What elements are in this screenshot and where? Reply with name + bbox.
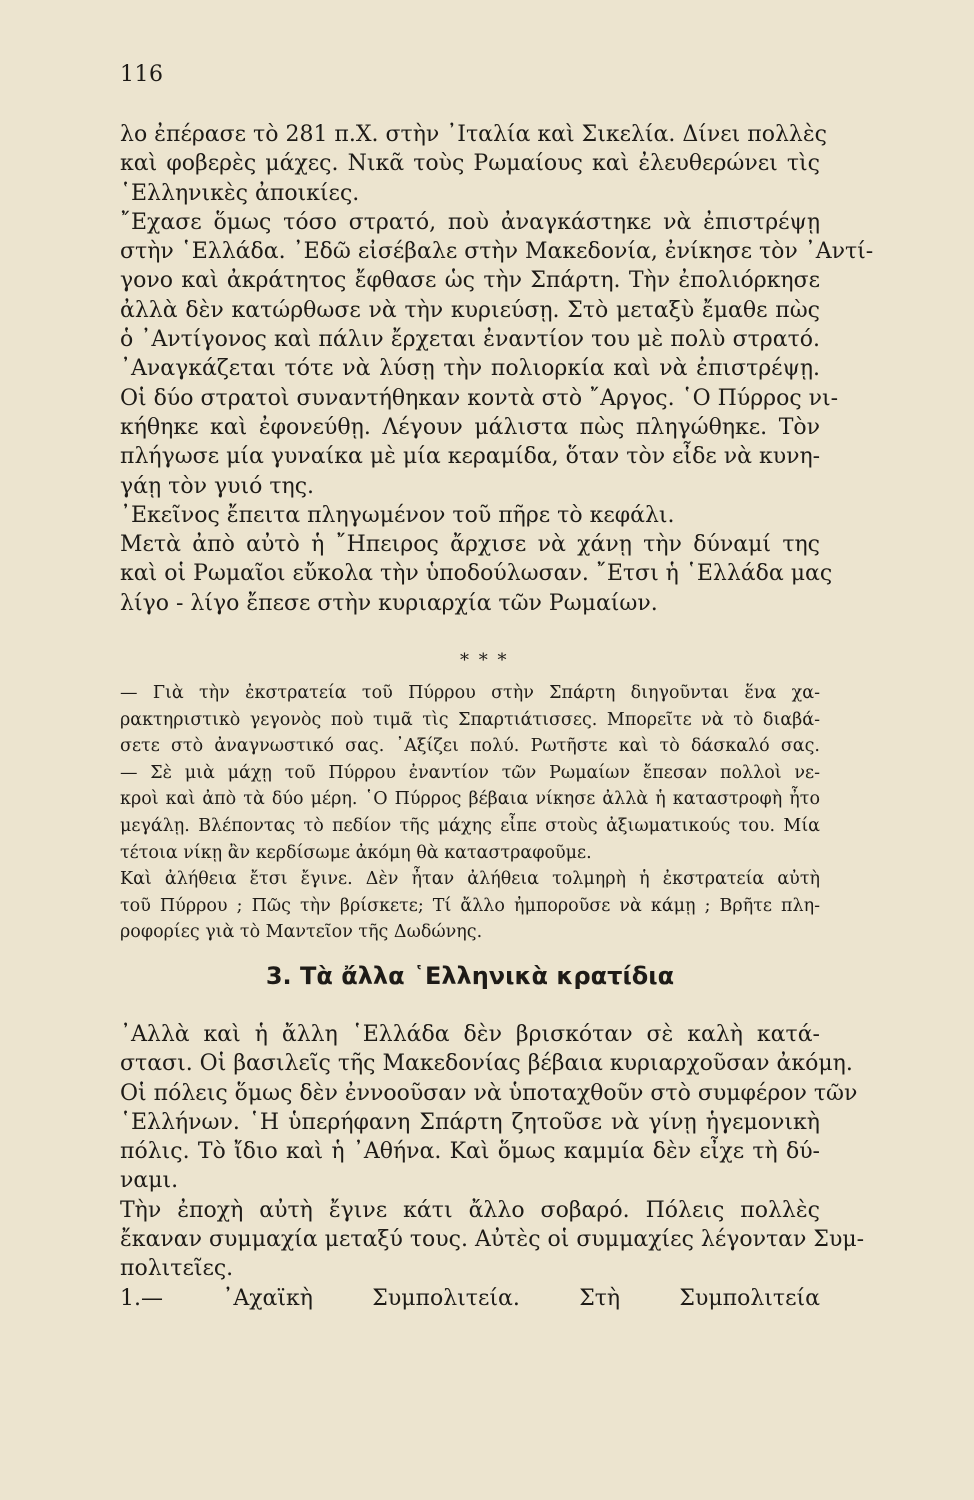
text-line: πλήγωσε μία γυναίκα μὲ μία κεραμίδα, ὅταν τὸν εἶδε νὰ κυνη-: [120, 444, 821, 470]
note-text: [120, 680, 820, 946]
text-line: Τὴν ἐποχὴ αὐτὴ ἔγινε κάτι ἄλλο σοβαρό. Πόλεις πολλὲς: [120, 1197, 820, 1223]
text-line: γάῃ τὸν γυιό της.: [120, 473, 315, 499]
text-line: Οἱ πόλεις ὅμως δὲν ἐννοοῦσαν νὰ ὑποταχθοῦν στὸ συμφέρον τῶν: [120, 1080, 858, 1106]
text-line: ναμι.: [120, 1168, 179, 1194]
text-line: ᾿Εκεῖνος ἔπειτα πληγωμένον τοῦ πῆρε τὸ κεφάλι.: [120, 502, 675, 528]
text-line: λίγο - λίγο ἔπεσε στὴν κυριαρχία τῶν Ρωμαίων.: [120, 590, 658, 616]
text-line: ᾿Αλλὰ καὶ ἡ ἄλλη ῾Ελλάδα δὲν βρισκόταν σὲ καλὴ κατά-: [120, 1022, 820, 1047]
note-line: ρακτηριστικὸ γεγονὸς ποὺ τιμᾶ τὶς Σπαρτιάτισσες. Μπορεῖτε νὰ τὸ διαβά-: [120, 709, 820, 730]
text-line: πολιτεῖες.: [120, 1256, 234, 1282]
note-line: τοῦ Πύρρου ; Πῶς τὴν βρίσκετε; Τί ἄλλο ἠμποροῦσε νὰ κάμῃ ; Βρῆτε πλη-: [120, 895, 820, 916]
text-line: Μετὰ ἀπὸ αὐτὸ ἡ ῎Ηπειρος ἄρχισε νὰ χάνῃ τὴν δύναμί της: [120, 532, 820, 558]
text-line: γονο καὶ ἀκράτητος ἔφθασε ὡς τὴν Σπάρτη. Τὴν ἐπολιόρκησε: [120, 268, 820, 294]
note-line: Καὶ ἀλήθεια ἔτσι ἔγινε. Δὲν ἦταν ἀλήθεια τολμηρὴ ἡ ἐκστρατεία αὐτὴ: [120, 869, 820, 890]
text-line: καὶ φοβερὲς μάχες. Νικᾶ τοὺς Ρωμαίους καὶ ἐλευθερώνει τὶς: [120, 151, 820, 177]
text-line: ῾Ελλήνων. ῾Η ὑπερήφανη Σπάρτη ζητοῦσε νὰ γίνῃ ἡγεμονικὴ: [120, 1109, 820, 1135]
text-line: ἔκαναν συμμαχία μεταξύ τους. Αὐτὲς οἱ συμμαχίες λέγονταν Συμ-: [120, 1227, 865, 1253]
note-line: κροὶ καὶ ἀπὸ τὰ δύο μέρη. ῾Ο Πύρρος βέβαια νίκησε ἀλλὰ ἡ καταστροφὴ ἦτο: [120, 789, 820, 810]
text-line: κήθηκε καὶ ἐφονεύθῃ. Λέγουν μάλιστα πὼς πληγώθηκε. Τὸν: [120, 414, 820, 440]
text-line: ῾Ελληνικὲς ἀποικίες.: [120, 180, 360, 206]
text-line: καὶ οἱ Ρωμαῖοι εὔκολα τὴν ὑποδούλωσαν. ῎Ετσι ἡ ῾Ελλάδα μας: [120, 561, 833, 587]
note-line: — Σὲ μιὰ μάχῃ τοῦ Πύρρου ἐναντίον τῶν Ρωμαίων ἔπεσαν πολλοὶ νε-: [120, 762, 820, 783]
main-text: [120, 120, 874, 618]
text-line: ᾿Αναγκάζεται τότε νὰ λύσῃ τὴν πολιορκία καὶ νὰ ἐπιστρέψῃ.: [120, 356, 820, 382]
text-line: 1.— ᾿Αχαϊκὴ Συμπολιτεία. Στὴ Συμπολιτεία: [120, 1285, 820, 1311]
note-line: σετε στὸ ἀναγνωστικό σας. ᾿Αξίζει πολύ. Ρωτῆστε καὶ τὸ δάσκαλό σας.: [120, 736, 820, 757]
text-line: Οἱ δύο στρατοὶ συναντήθηκαν κοντὰ στὸ ῎Αργος. ῾Ο Πύρρος νι-: [120, 385, 839, 411]
section-heading: 3. Τὰ ἄλλα ῾Ελληνικὰ κρατίδια: [265, 962, 675, 990]
note-line: ροφορίες γιὰ τὸ Μαντεῖον τῆς Δωδώνης.: [120, 922, 483, 943]
note-line: τέτοια νίκῃ ἂν κερδίσωμε ἀκόμη θὰ καταστραφοῦμε.: [120, 842, 592, 863]
text-line: ἀλλὰ δὲν κατώρθωσε νὰ τὴν κυριεύσῃ. Στὸ μεταξὺ ἔμαθε πὼς: [120, 297, 820, 323]
text-line: στὴν ῾Ελλάδα. ᾿Εδῶ εἰσέβαλε στὴν Μακεδονία, ἐνίκησε τὸν ᾿Αντί-: [120, 239, 874, 265]
text-line: στασι. Οἱ βασιλεῖς τῆς Μακεδονίας βέβαια κυριαρχοῦσαν ἀκόμη.: [120, 1051, 853, 1077]
page-number: 116: [120, 62, 164, 87]
note-line: — Γιὰ τὴν ἐκστρατεία τοῦ Πύρρου στὴν Σπάρτη διηγοῦνται ἕνα χα-: [120, 683, 820, 703]
text-line: λο ἐπέρασε τὸ 281 π.Χ. στὴν ᾿Ιταλία καὶ Σικελία. Δίνει πολλὲς: [120, 122, 827, 147]
section-separator: * * *: [460, 650, 509, 671]
text-line: πόλις. Τὸ ἴδιο καὶ ἡ ᾿Αθήνα. Καὶ ὅμως καμμία δὲν εἶχε τὴ δύ-: [120, 1139, 820, 1165]
text-line: ῎Εχασε ὅμως τόσο στρατό, ποὺ ἀναγκάστηκε νὰ ἐπιστρέψῃ: [120, 209, 820, 235]
text-line: ὁ ᾿Αντίγονος καὶ πάλιν ἔρχεται ἐναντίον του μὲ πολὺ στρατό.: [120, 327, 820, 353]
section-text: [120, 1020, 865, 1313]
note-line: μεγάλῃ. Βλέποντας τὸ πεδίον τῆς μάχης εἶπε στοὺς ἀξιωματικούς του. Μία: [120, 815, 820, 836]
